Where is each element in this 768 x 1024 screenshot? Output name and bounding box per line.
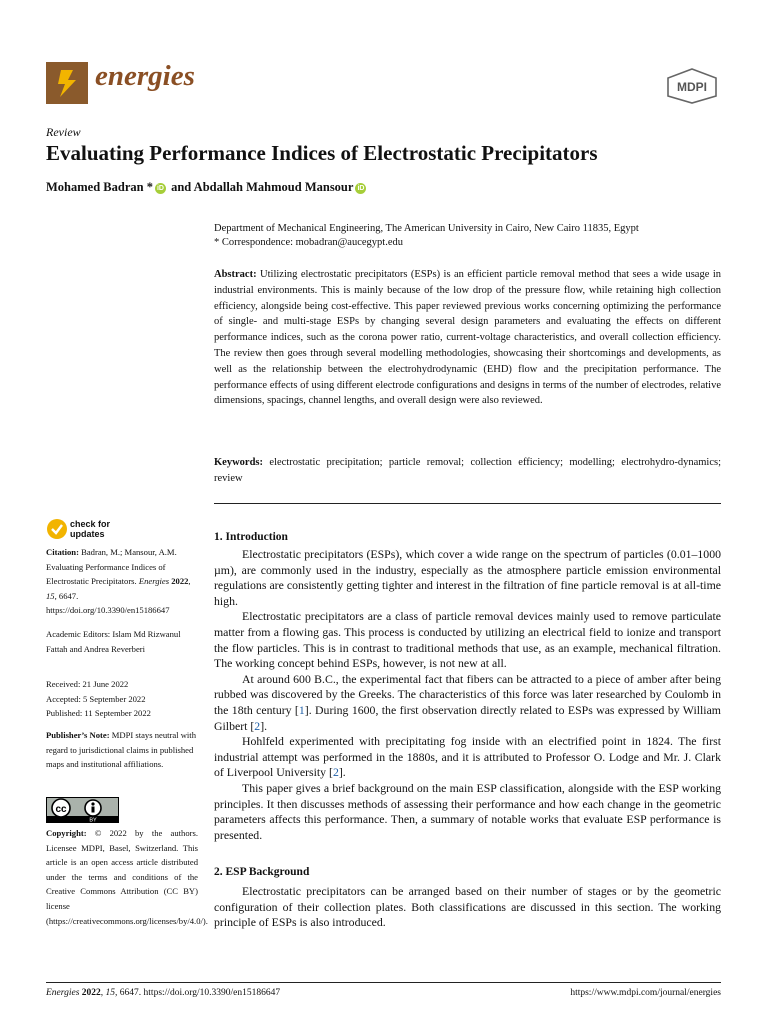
footer-url[interactable]: https://www.mdpi.com/journal/energies [570, 988, 721, 998]
divider [214, 503, 721, 504]
citation-year: 2022 [171, 576, 189, 587]
footer-doi[interactable]: , 6647. https://doi.org/10.3390/en15186647 [115, 988, 281, 998]
paragraph [214, 672, 721, 734]
page-title: Evaluating Performance Indices of Electrostatic Precipitators [46, 141, 598, 165]
copyright-label: Copyright: [46, 828, 87, 838]
abstract-label: Abstract: [214, 269, 257, 280]
paragraph: Electrostatic precipitators (ESPs), which cover a wide range on the spectrum of particles (0.01–1000 µm), are commonly used in the industry, especially as the atmosphere particle emission environmental regulations are consistently getting tighter and interest in the filtration of fine particle removal is at all-time high. [214, 547, 721, 608]
check-updates-button[interactable] [70, 519, 110, 539]
citation: Citation: Badran, M.; Mansour, A.M. Evaluating Performance Indices of Electrostatic Precipitators. Energies 2022, 15, 6647. https://doi.org/10.3390/en15186647 [46, 547, 191, 616]
academic-editors: Academic Editors: Islam Md Rizwanul Fattah and Andrea Reverberi [46, 629, 181, 654]
paragraph: This paper gives a brief background on the main ESP classification, alongside with the ESP working principles. It then discusses methods of assessing their performance and how each change in the geometric parameters affects this performance. Then, a summary of notable works that evaluate ESP performance is presented. [214, 780, 721, 842]
copyright-text: © 2022 by the authors. Licensee MDPI, Basel, Switzerland. This article is an open access article distributed under the terms and conditions of the Creative Commons Attribution (CC BY) license (https://creativecommons.org/licenses/by/4.0/). [46, 828, 208, 926]
keywords-text: electrostatic precipitation; particle removal; collection efficiency; modelling; electrohydro-dynamics; review [214, 457, 722, 484]
reference-link[interactable]: 2 [332, 765, 339, 780]
cc-by-icon[interactable] [46, 797, 119, 823]
affiliation-line: Department of Mechanical Engineering, The American University in Cairo, New Cairo 11835, Egypt [214, 223, 639, 234]
paragraph-text: At around 600 B.C., the experimental fact that fibers can be attracted to a piece of amber after being rubbed was discovered by the Greeks. The characteristics of this force was later researched by Coulomb in the 18th century [ [214, 671, 721, 717]
introduction-section [214, 547, 721, 843]
publisher-note [46, 728, 198, 772]
paragraph [214, 734, 721, 781]
author-name: Mohamed Badran * [46, 180, 153, 194]
paragraph: Electrostatic precipitators can be arranged based on their number of stages or by the geometric configuration of their collection plates. Both classifications are discussed in this section. The working principle of ESPs is also introduced. [214, 884, 721, 930]
article-type: Review [46, 125, 81, 139]
author-separator: and [171, 180, 192, 194]
accepted-date: Accepted: 5 September 2022 [46, 693, 146, 704]
footer-year: 2022 [81, 988, 101, 998]
svg-text:cc: cc [55, 804, 67, 815]
citation-text: Badran, M.; Mansour, A.M. Evaluating Performance Indices of Electrostatic Precipitators. [46, 547, 177, 587]
reference-link[interactable]: 2 [254, 718, 261, 733]
abstract [214, 267, 721, 409]
received-date: Received: 21 June 2022 [46, 679, 129, 689]
citation-doi[interactable]: , 6647. https://doi.org/10.3390/en15186647 [46, 590, 170, 616]
note-label: Publisher’s Note: [46, 730, 110, 740]
orcid-icon[interactable]: iD [357, 185, 365, 192]
author-name: Abdallah Mahmoud Mansour [193, 180, 354, 194]
author-list [46, 180, 368, 195]
paragraph-text: Hohlfeld experimented with precipitating fog inside with an electrified point in 1824. The first industrial attempt was performed in the 1880s, and it is attributed to Professor O. Lodge and Mr. J. Clark of Liverpool University [ [214, 734, 721, 780]
journal-name: energies [95, 60, 195, 92]
orcid-icon[interactable]: iD [156, 185, 164, 192]
mdpi-logo [666, 68, 718, 104]
check-updates-label: check for [70, 519, 111, 529]
section-heading: 2. ESP Background [214, 866, 310, 878]
citation-journal: Energies [138, 576, 170, 587]
paragraph-text: ]. [260, 718, 268, 733]
footer-divider [46, 982, 721, 983]
copyright [46, 826, 208, 928]
paragraph-text: ]. During 1600, the first observation directly related to ESPs was expressed by William Gilbert [ [214, 702, 721, 733]
footer-journal: Energies [46, 988, 80, 998]
abstract-text: Utilizing electrostatic precipitators (ESPs) is an efficient particle removal method that sees a wide usage in industrial environments. This is mainly because of the low drop of the pressure flow, while retaining high collection efficiency, alongside being cost-effective. This paper reviewed previous works concerning optimizing the performance of single- and multi-stage ESPs by changing several design parameters and evaluating the effects on different performance indices, such as the corona power ratio, current-voltage characteristics, and overall collection efficiency. The review then goes through several modelling methodologies, showcasing their shortcomings and developments, as well as the relationship between the electrohydrodynamic (EHD) flow and the precipitation performance. The performance effects of using different electrode configurations and designs in terms of the number of electrodes, relative dimensions, spacings, channel lengths, and overall design were also reviewed. [214, 269, 721, 407]
esp-background-section [214, 884, 721, 931]
footer-volume: 15 [105, 988, 116, 998]
affiliation [214, 222, 639, 250]
keywords-label: Keywords: [214, 457, 263, 468]
published-date: Published: 11 September 2022 [46, 708, 151, 719]
journal-logo [46, 62, 88, 104]
footer-citation: Energies 2022, 15, 6647. https://doi.org/10.3390/en15186647 [46, 988, 281, 998]
publisher-name: MDPI [677, 80, 707, 94]
dates [46, 677, 198, 721]
reference-link[interactable]: 1 [298, 702, 305, 717]
keywords [214, 455, 721, 487]
section-heading: 1. Introduction [214, 531, 288, 543]
correspondence: * Correspondence: mobadran@aucegypt.edu [214, 237, 403, 248]
note-text: MDPI stays neutral with regard to jurisdictional claims in published maps and institutional affiliations. [46, 730, 196, 770]
citation-label: Citation: [46, 547, 79, 557]
svg-text:BY: BY [89, 817, 97, 823]
paragraph-text: ]. [338, 765, 346, 780]
check-updates-icon[interactable] [46, 518, 68, 540]
check-updates-label: updates [70, 529, 105, 539]
paragraph: Electrostatic precipitators are a class of particle removal devices mainly used to remove particulate matter from a flowing gas. This process is conducted by utilizing an electrical field to ionize and transport the flow particles. This is in contrast to traditional methods that use, as an example, mechanical filtration. The working concept behind ESPs, however, is not new at all. [214, 609, 721, 671]
citation-volume: 15 [46, 590, 55, 601]
